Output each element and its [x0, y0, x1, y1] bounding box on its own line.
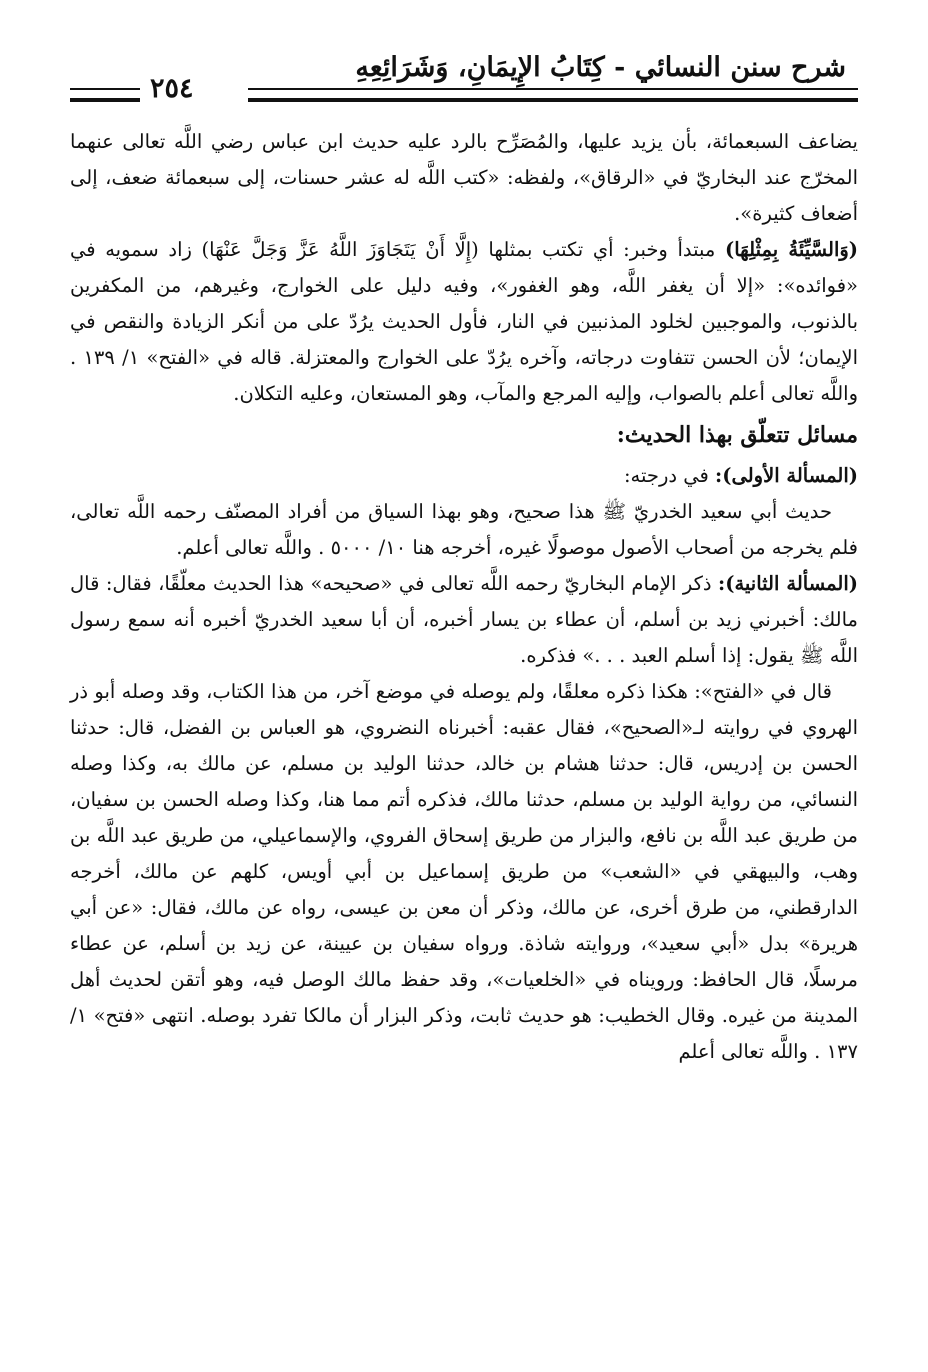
- header-rule: [248, 88, 858, 102]
- issue-one-title: [70, 458, 858, 494]
- page-header: [70, 48, 858, 106]
- issue-one-body: حديث أبي سعيد الخدريّ ﷺ هذا صحيح، وهو بهذا السياق من أفراد المصنّف رحمه اللَّه تعالى، فلم يخرجه من أصحاب الأصول موصولًا غيره، أخرجه هنا ١٠/ ٥٠٠٠ . واللَّه تعالى أعلم.: [70, 500, 858, 559]
- header-rule-short: [70, 88, 140, 102]
- paragraph-continuation: [70, 124, 858, 232]
- section-heading: مسائل تتعلّق بهذا الحديث:: [616, 422, 858, 448]
- page-number: ٢٥٤: [150, 73, 194, 104]
- main-text: [70, 124, 858, 1070]
- issue-subtitle: في درجته:: [623, 464, 716, 487]
- issue-label: (المسألة الثانية):: [718, 572, 858, 595]
- hadith-quote: (وَالسَّيِّئَةُ بِمِثْلِهَا): [724, 238, 858, 261]
- paragraph-text: يضاعف السبعمائة، بأن يزيد عليها، والمُصَرِّح بالرد عليه حديث ابن عباس رضي اللَّه تعالى عنهما المخرّج عند البخاريّ في «الرقاق»، ولفظه: «كتب اللَّه له عشر حسنات، إلى سبعمائة ضعف، إلى أضعاف كثيرة».: [70, 130, 858, 225]
- issue-text: ذكر الإمام البخاريّ رحمه اللَّه تعالى في «صحيحه» هذا الحديث معلّقًا، فقال: قال مالك: أخبرني زيد بن أسلم، أن عطاء بن يسار أخبره، أن أبا سعيد الخدريّ أخبره أنه سمع رسول اللَّه ﷺ يقول: إذا أسلم العبد . . .» فذكره.: [70, 572, 858, 667]
- issue-label: (المسألة الأولى):: [715, 464, 858, 487]
- running-title: شرح سنن النسائي - كِتَابُ الإِيمَانِ، وَشَرَائِعِهِ: [355, 52, 846, 83]
- issue-two-title: [70, 566, 858, 674]
- paragraph-sayyia: [70, 232, 858, 412]
- issue-two-body: قال في «الفتح»: هكذا ذكره معلقًا، ولم يوصله في موضع آخر، من هذا الكتاب، وقد وصله أبو ذر الهروي في روايته لـ«الصحيح»، فقال عقبه: أخبرناه النضروي، هو العباس بن الفضل، قال: حدثنا الحسن بن إدريس، قال: حدثنا هشام بن خالد، حدثنا الوليد بن مسلم، عن مالك به، وكذا وصله النسائي، من رواية الوليد بن مسلم، حدثنا مالك، فذكره أتم مما هنا، وكذا وصله الحسن بن سفيان، من طريق عبد اللَّه بن نافع، والبزار من طريق إسحاق الفروي، والإسماعيلي، من طريق عبد اللَّه بن وهب، والبيهقي في «الشعب» من طريق إسماعيل بن أبي أويس، كلهم عن مالك، أخرجه الدارقطني، من طرق أخرى، عن مالك، وذكر أن معن بن عيسى، رواه عن مالك، فقال: «عن أبي هريرة» بدل «أبي سعيد»، وروايته شاذة. ورواه سفيان بن عيينة، عن زيد بن أسلم، عن عطاء مرسلًا، قال الحافظ: ورويناه في «الخلعيات»، وقد حفظ مالك الوصل فيه، وهو أتقن لحديث أهل المدينة من غيره. وقال الخطيب: هو حديث ثابت، وذكر البزار أن مالكا تفرد بوصله. انتهى «فتح» ١/ ١٣٧ . واللَّه تعالى أعلم: [70, 680, 858, 1063]
- paragraph-text: مبتدأ وخبر: أي تكتب بمثلها (إِلَّا أَنْ يَتَجَاوَزَ اللَّهُ عَزَّ وَجَلَّ عَنْهَا) زاد سمويه في «فوائده»: «إلا أن يغفر اللَّه، وهو الغفور»، وفيه دليل على الخوارج، وغيرهم، من المكفرين بالذنوب، والموجبين لخلود المذنبين في النار، فأول الحديث يرُدّ على من أنكر الزيادة والنقص في الإيمان؛ لأن الحسن تتفاوت درجاته، وآخره يرُدّ على الخوارج والمعتزلة. قاله في «الفتح» ١/ ١٣٩ . واللَّه تعالى أعلم بالصواب، وإليه المرجع والمآب، وهو المستعان، وعليه التكلان.: [70, 238, 858, 405]
